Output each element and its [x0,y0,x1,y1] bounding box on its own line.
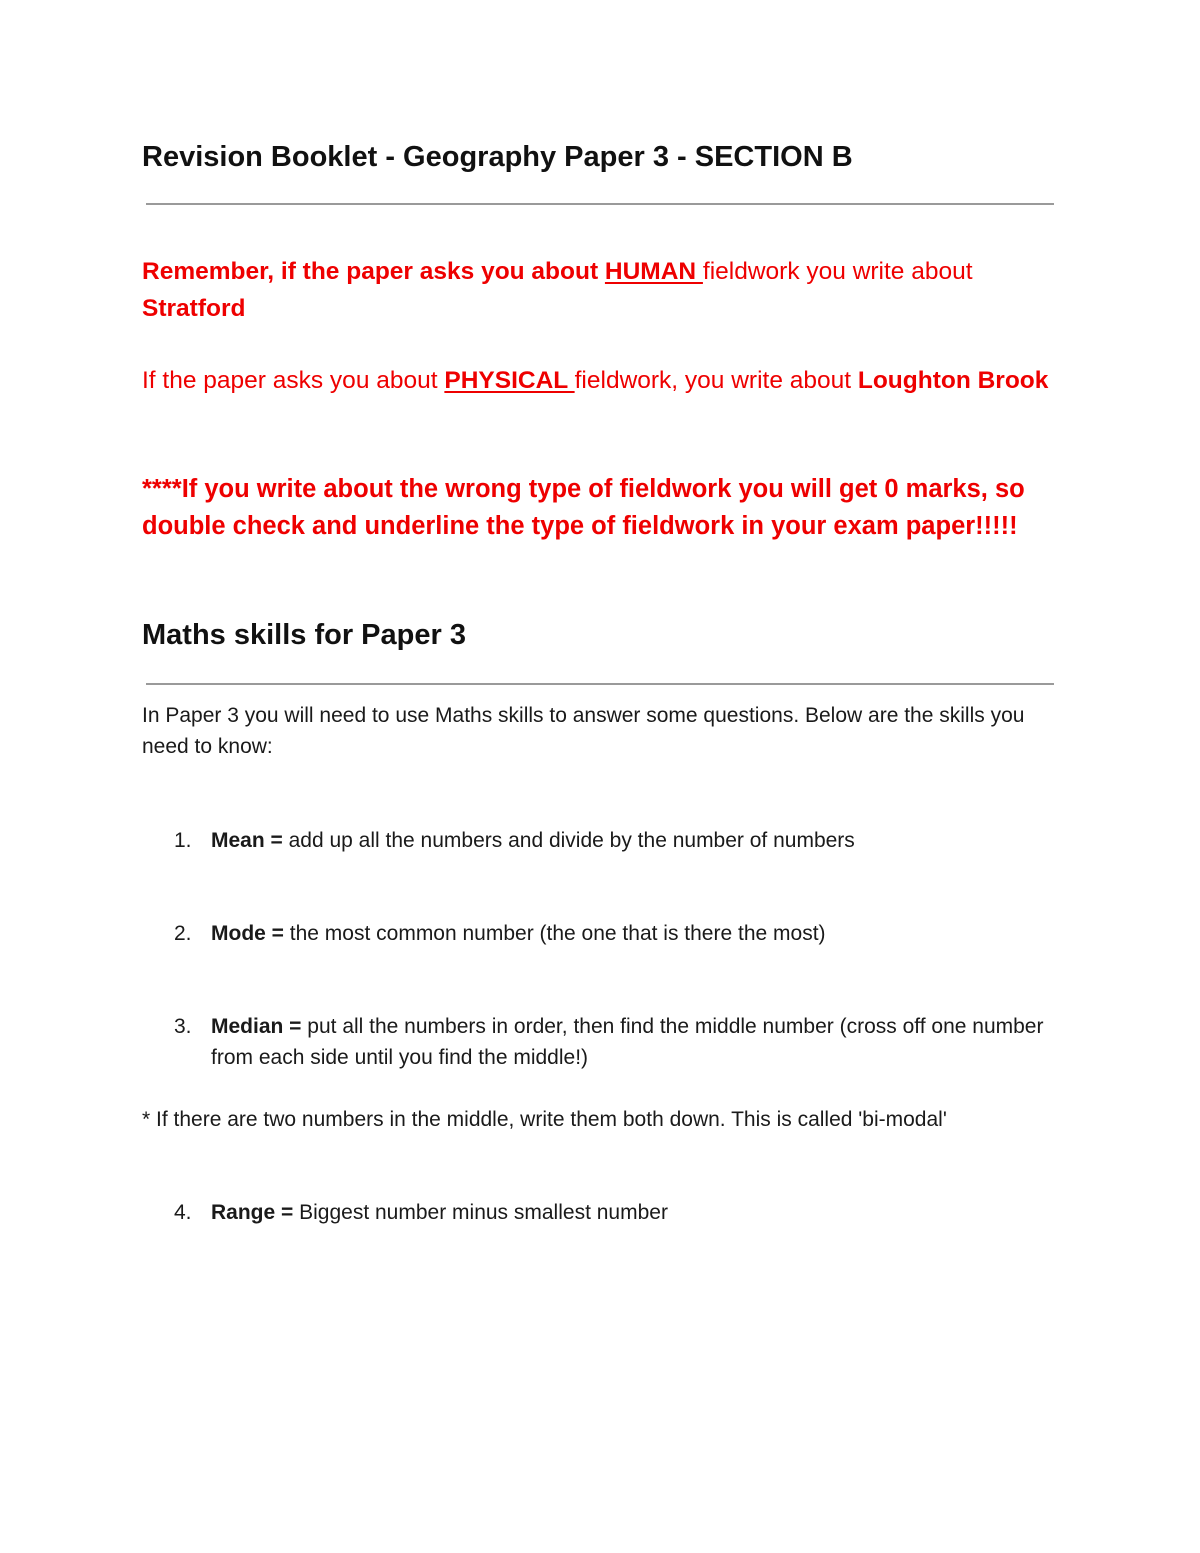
skill-term: Mode = [211,922,284,945]
skill-mode [174,918,1074,949]
skill-term: Median = [211,1015,302,1038]
skill-mean [174,825,1074,856]
list-number: 3. [174,1015,192,1038]
title-prefix: Revision Booklet - Geography Paper 3 - [142,141,695,173]
human-reminder-text: Remember, if the paper asks you about [142,258,605,285]
human-fieldwork-reminder [142,253,1082,327]
maths-intro: In Paper 3 you will need to use Maths skills to answer some questions. Below are the skills you need to know: [142,704,1025,758]
human-place: Stratford [142,295,246,322]
skill-description: Biggest number minus smallest number [293,1201,668,1224]
document-title [142,141,853,174]
skill-range [174,1197,1074,1228]
list-number: 2. [174,922,192,945]
human-reminder-text-2: fieldwork you write about [702,258,973,285]
title-divider [146,203,1054,205]
physical-place: Loughton Brook [857,367,1049,394]
physical-reminder-text: If the paper asks you about [142,367,445,394]
bi-modal-note: * If there are two numbers in the middle, write them both down. This is called 'bi-modal' [142,1108,947,1131]
list-number: 4. [174,1201,192,1224]
skill-description: the most common number (the one that is there the most) [283,922,826,945]
skill-description: add up all the numbers and divide by the number of numbers [282,829,855,852]
skill-description: put all the numbers in order, then find the middle number (cross off one number from each side until you find the middle!) [211,1015,1044,1069]
title-section: SECTION B [694,141,853,173]
physical-type-label: PHYSICAL [444,367,575,394]
maths-divider [146,683,1054,685]
human-type-label: HUMAN [604,258,703,285]
wrong-fieldwork-warning: ****If you write about the wrong type of fieldwork you will get 0 marks, so double check and underline the type of fieldwork in your exam paper!!!!! [142,475,1025,540]
maths-skills-heading: Maths skills for Paper 3 [142,619,466,651]
list-number: 1. [174,829,192,852]
skill-median [174,1011,1074,1073]
skill-term: Range = [211,1201,294,1224]
physical-fieldwork-reminder [142,362,1082,399]
skill-term: Mean = [211,829,283,852]
physical-reminder-text-2: fieldwork, you write about [574,367,858,394]
